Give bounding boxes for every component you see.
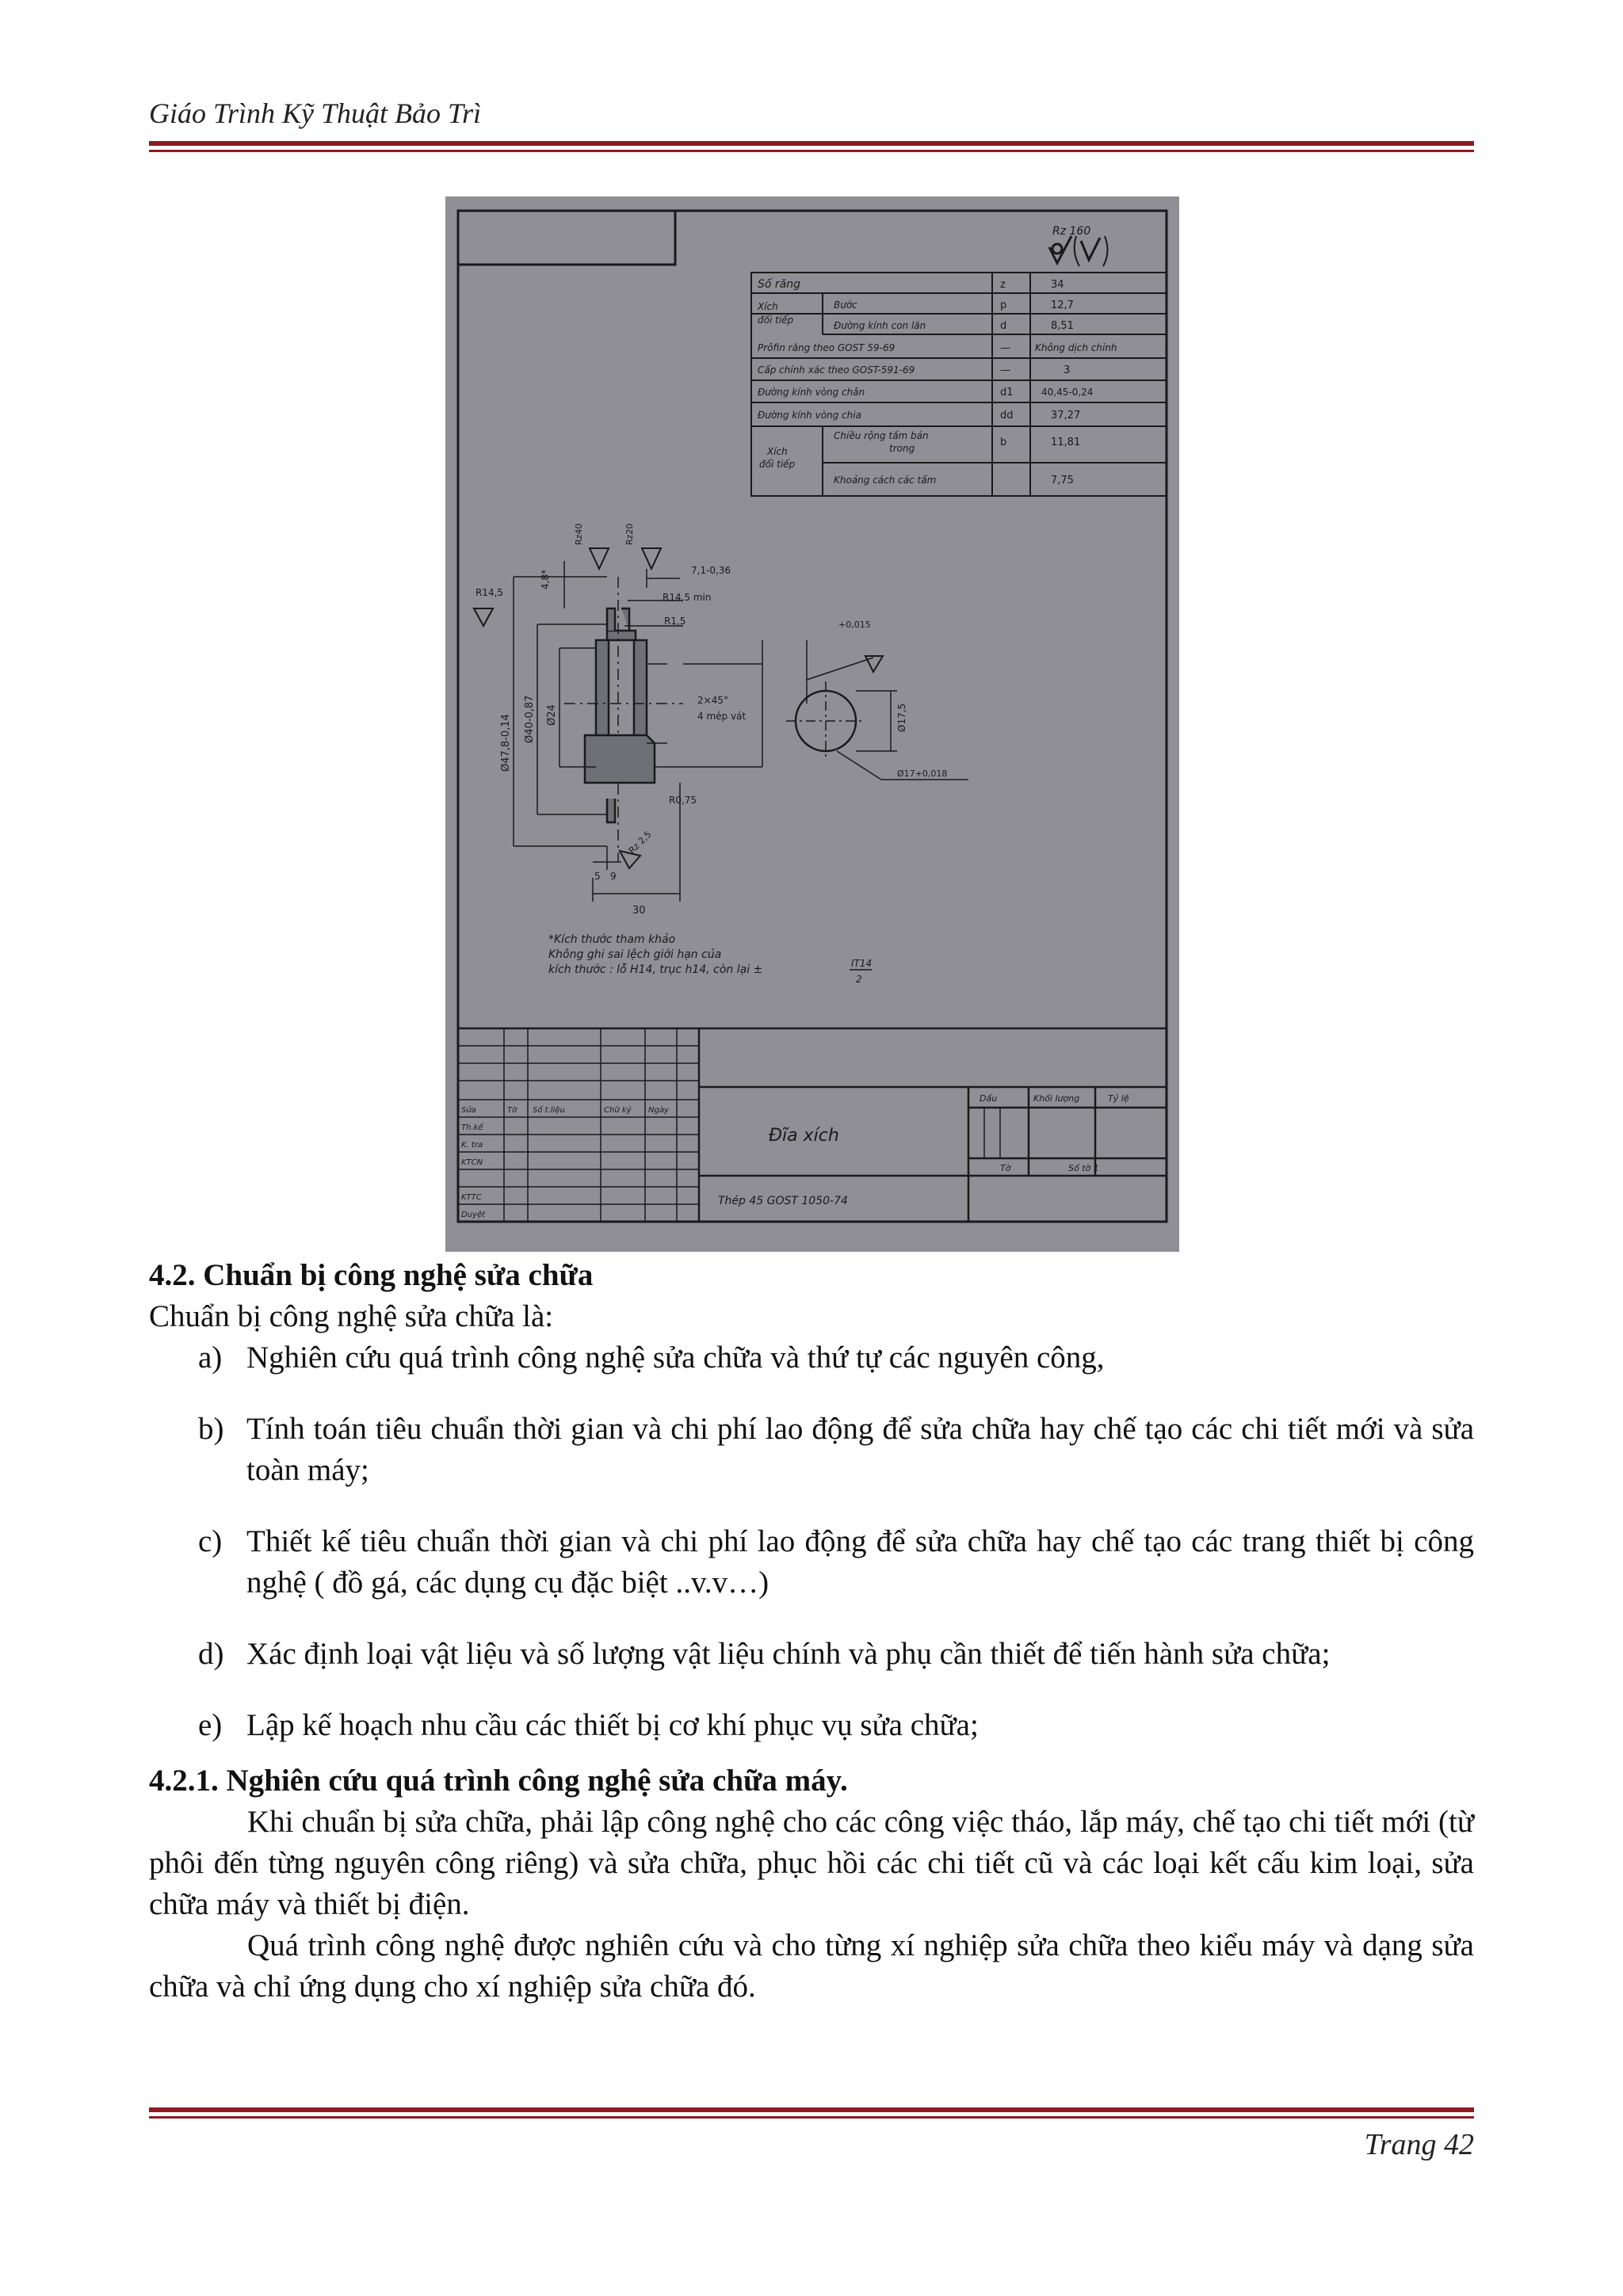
svg-text:*Kích thước tham khảo: *Kích thước tham khảo [548,933,676,946]
svg-text:Rz20: Rz20 [624,523,635,545]
svg-text:4,8*: 4,8* [540,569,551,589]
svg-text:R1,5: R1,5 [664,616,686,627]
list-item [149,1337,1474,1379]
svg-text:Không ghi sai lệch giới hạn củ: Không ghi sai lệch giới hạn của [548,948,722,961]
svg-text:Đường kính vòng chia: Đường kính vòng chia [758,410,861,421]
svg-text:Rz 2,5: Rz 2,5 [626,829,654,856]
page-body [149,1255,1474,2008]
svg-text:Đường kính con lăn: Đường kính con lăn [834,320,926,331]
svg-text:Đường kính vòng chân: Đường kính vòng chân [758,387,865,398]
svg-text:d1: d1 [1000,387,1014,399]
svg-text:Cấp chính xác theo GOST-591-69: Cấp chính xác theo GOST-591-69 [758,364,915,376]
paragraph: Quá trình công nghệ được nghiên cứu và cho từng xí nghiệp sửa chữa theo kiểu máy và dạng sửa chữa và chỉ ứng dụng cho xí nghiệp sửa chữa đó. [149,1928,1474,2004]
svg-text:p: p [1000,299,1007,311]
svg-text:—: — [1000,342,1010,354]
title-block [458,1028,1167,1222]
svg-text:Sửa: Sửa [461,1106,476,1115]
svg-text:K. tra: K. tra [461,1141,483,1150]
svg-text:Khoảng cách các tấm: Khoảng cách các tấm [834,475,937,486]
svg-text:Ø17,5: Ø17,5 [896,703,907,732]
svg-text:Xích: Xích [767,446,788,457]
svg-text:Tỷ lệ: Tỷ lệ [1108,1093,1129,1104]
list-marker: c) [198,1524,223,1558]
technical-drawing [445,196,1179,1252]
list-item-text: Xác định loại vật liệu và số lượng vật liệu chính và phụ cần thiết để tiến hành sửa chữa; [246,1637,1331,1671]
svg-text:Rz 160: Rz 160 [1052,225,1091,238]
svg-text:Không dịch chỉnh: Không dịch chỉnh [1035,342,1117,353]
svg-text:Đĩa xích: Đĩa xích [769,1126,839,1146]
svg-text:Ø24: Ø24 [546,704,558,726]
roughness-symbol [1049,225,1108,266]
svg-text:Rz40: Rz40 [574,523,584,545]
list-item [149,1521,1474,1604]
svg-text:30: 30 [632,905,646,917]
svg-text:12,7: 12,7 [1051,299,1074,311]
svg-text:8,51: 8,51 [1051,320,1074,332]
drawing-stamp-box [458,211,675,265]
svg-text:Ø17+0,018: Ø17+0,018 [897,769,948,779]
header-rule [149,141,1474,152]
svg-text:R14,5: R14,5 [475,587,504,598]
svg-text:2×45°: 2×45° [697,695,728,706]
svg-text:Prôfin răng theo GOST 59-69: Prôfin răng theo GOST 59-69 [758,342,896,353]
footer-rule [149,2107,1474,2119]
drawing-notes [548,933,872,985]
svg-text:9: 9 [610,871,617,882]
svg-text:đối tiếp: đối tiếp [758,315,794,326]
svg-text:+0,015: +0,015 [838,620,871,630]
svg-text:dd: dd [1000,410,1014,421]
svg-text:7,1-0,36: 7,1-0,36 [691,565,731,576]
svg-text:4 mép vát: 4 mép vát [697,711,747,722]
spec-table [751,273,1167,496]
list-item-text: Lập kế hoạch nhu cầu các thiết bị cơ khí phục vụ sửa chữa; [246,1708,979,1742]
svg-text:KTCN: KTCN [461,1158,483,1167]
svg-text:2: 2 [856,974,862,985]
svg-text:5: 5 [594,871,601,882]
svg-text:Duyệt: Duyệt [461,1211,486,1219]
svg-text:KTTC: KTTC [461,1193,482,1202]
svg-text:đối tiếp: đối tiếp [759,459,796,470]
section-intro: Chuẩn bị công nghệ sửa chữa là: [149,1299,554,1333]
list-item [149,1705,1474,1746]
page-number: Trang 42 [1364,2128,1474,2161]
svg-text:IT14: IT14 [851,958,873,969]
svg-text:Số răng: Số răng [758,278,800,291]
svg-text:11,81: 11,81 [1051,437,1081,448]
svg-text:trong: trong [889,443,915,454]
svg-text:Chiều rộng tấm bản: Chiều rộng tấm bản [834,430,929,441]
sprocket-drawing-svg [445,196,1179,1252]
svg-text:Th.kế: Th.kế [461,1123,483,1132]
subsection-heading: 4.2.1. Nghiên cứu quá trình công nghệ sửa chữa máy. [149,1764,848,1798]
svg-text:kích thước : lỗ H14, trục h14,: kích thước : lỗ H14, trục h14, còn lại ± [548,963,763,976]
svg-text:Số t.liệu: Số t.liệu [533,1106,565,1115]
list-marker: a) [198,1341,223,1375]
svg-text:Tờ: Tờ [1000,1163,1011,1173]
svg-text:Ngày: Ngày [648,1106,669,1115]
list-marker: b) [198,1412,224,1446]
svg-text:R0,75: R0,75 [669,795,697,806]
list-item [149,1634,1474,1675]
list-item [149,1409,1474,1491]
svg-text:7,75: 7,75 [1051,475,1074,486]
svg-text:34: 34 [1051,279,1064,291]
svg-text:z: z [1000,279,1006,291]
svg-text:—: — [1000,364,1010,376]
svg-text:Tờ: Tờ [507,1106,517,1115]
svg-text:3: 3 [1064,364,1071,376]
list-item-text: Thiết kế tiêu chuẩn thời gian và chi phí lao động để sửa chữa hay chế tạo các trang thiết bị công nghệ ( đồ gá, các dụng cụ đặc biệt ..v.v…) [246,1524,1474,1600]
list-marker: e) [198,1708,223,1742]
svg-text:d: d [1000,320,1007,332]
section-heading: 4.2. Chuẩn bị công nghệ sửa chữa [149,1258,594,1292]
paragraph: Khi chuẩn bị sửa chữa, phải lập công nghệ cho các công việc tháo, lắp máy, chế tạo chi tiết mới (từ phôi đến từng nguyên công riêng) và sửa chữa, phục hồi các chi tiết cũ và các loại kết cấu kim loại, sửa chữa máy và thiết bị điện. [149,1805,1474,1921]
svg-text:40,45-0,24: 40,45-0,24 [1041,387,1094,398]
svg-text:b: b [1000,437,1007,448]
sprocket-side-view [786,620,968,780]
preparation-list [149,1337,1474,1746]
svg-text:37,27: 37,27 [1051,410,1081,421]
svg-text:Thép 45 GOST 1050-74: Thép 45 GOST 1050-74 [718,1195,848,1207]
svg-text:Chữ ký: Chữ ký [604,1106,632,1115]
svg-text:Dấu: Dấu [980,1093,998,1104]
svg-text:Ø40-0,87: Ø40-0,87 [524,695,536,743]
running-header: Giáo Trình Kỹ Thuật Bảo Trì [149,97,482,129]
list-marker: d) [198,1637,224,1671]
svg-text:Bước: Bước [834,299,857,311]
list-item-text: Tính toán tiêu chuẩn thời gian và chi phí lao động để sửa chữa hay chế tạo các chi tiết mới và sửa toàn máy; [246,1412,1474,1487]
svg-text:R14,5 min: R14,5 min [663,592,712,603]
svg-text:Xích: Xích [758,301,778,312]
svg-text:Khối lượng: Khối lượng [1033,1093,1080,1104]
list-item-text: Nghiên cứu quá trình công nghệ sửa chữa và thứ tự các nguyên công, [246,1341,1105,1375]
svg-text:Ø47,8-0,14: Ø47,8-0,14 [500,714,512,772]
svg-text:Số tờ 1: Số tờ 1 [1068,1163,1099,1173]
